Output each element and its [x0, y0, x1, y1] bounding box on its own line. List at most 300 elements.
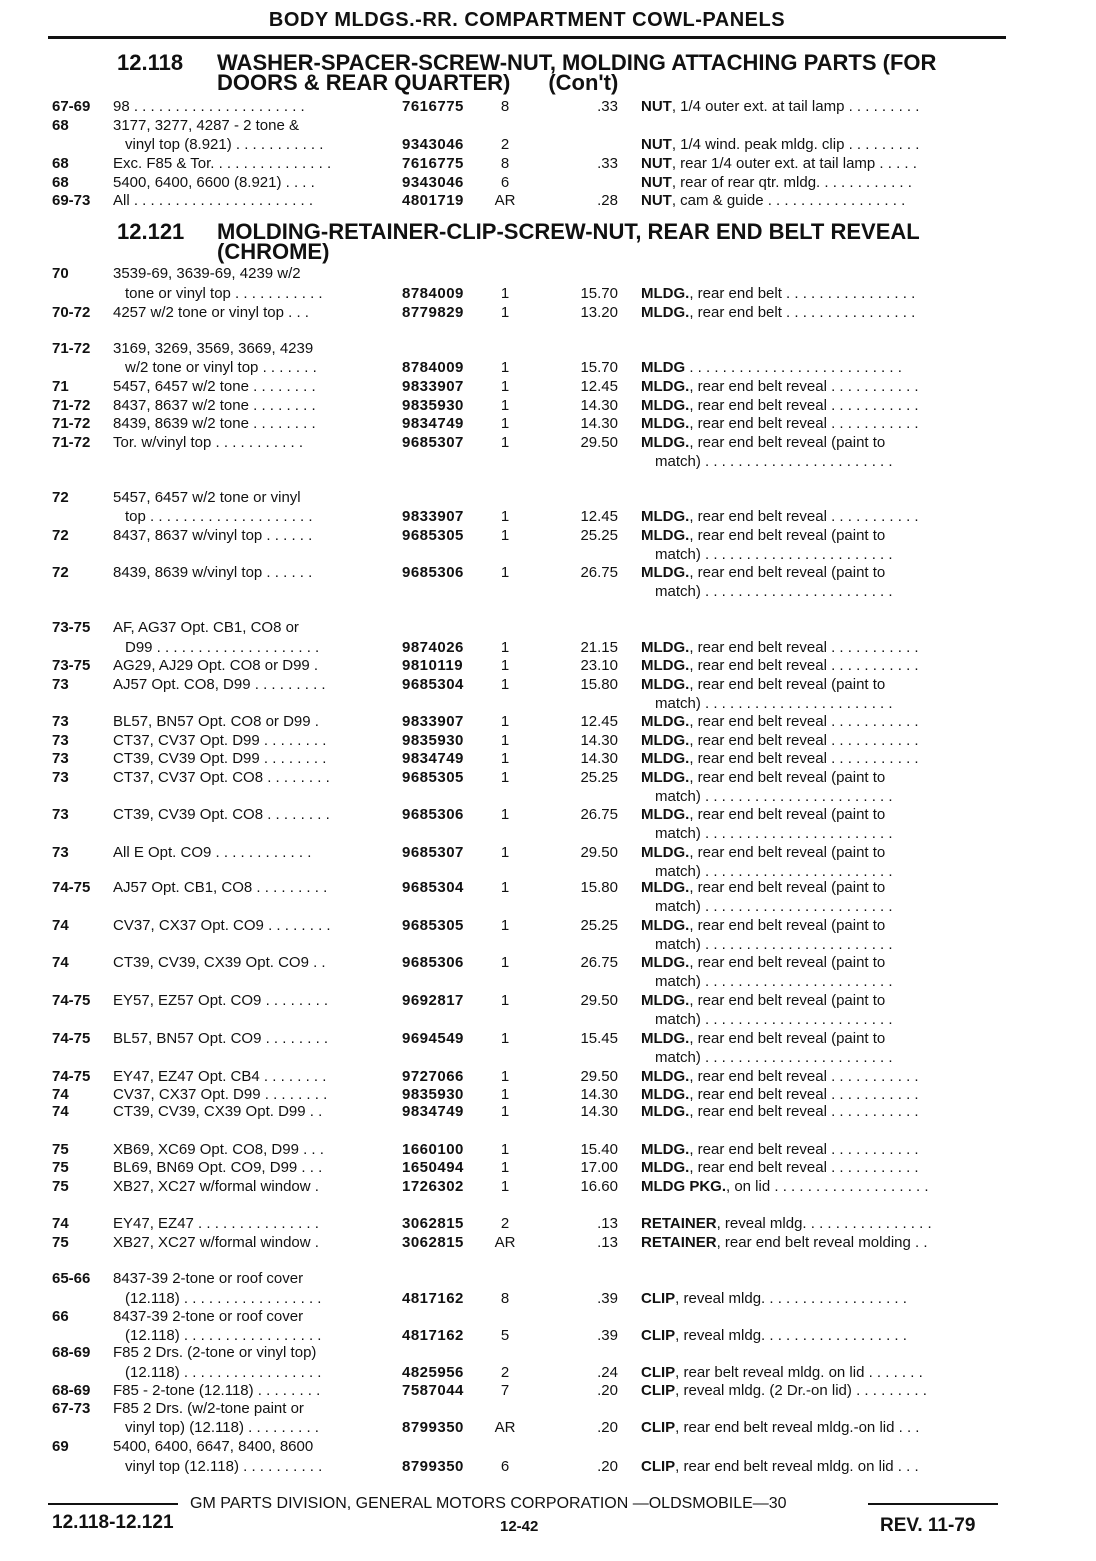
part-description: match) . . . . . . . . . . . . . . . . . . . . . . . — [655, 546, 893, 563]
parts-row — [0, 917, 1096, 935]
parts-row — [0, 415, 1096, 433]
parts-row — [0, 1400, 1096, 1418]
model-year: 68-69 — [52, 1382, 91, 1399]
price: .39 — [597, 1327, 618, 1344]
parts-row — [0, 1308, 1096, 1326]
model-year: 73 — [52, 769, 69, 786]
footer-publisher: GM PARTS DIVISION, GENERAL MOTORS CORPORATION —OLDSMOBILE—30 — [190, 1495, 787, 1512]
model-year: 72 — [52, 527, 69, 544]
part-type: MLDG. — [641, 378, 690, 395]
model-year: 74-75 — [52, 1030, 91, 1047]
part-name — [641, 155, 1003, 173]
part-type: MLDG. — [641, 434, 690, 451]
price: 12.45 — [580, 508, 618, 525]
model-year: 75 — [52, 1178, 69, 1195]
model-year: 75 — [52, 1141, 69, 1158]
part-description: , rear end belt reveal (paint to — [689, 879, 886, 896]
parts-row — [0, 265, 1096, 283]
parts-row — [0, 1290, 1096, 1308]
part-description: , rear end belt reveal . . . . . . . . . . . — [689, 378, 919, 395]
part-name — [641, 98, 1003, 116]
quantity: 1 — [500, 806, 510, 823]
application: AG29, AJ29 Opt. CO8 or D99 . — [113, 657, 319, 674]
part-name — [641, 397, 1003, 415]
model-year: 70-72 — [52, 304, 91, 321]
model-year: 74-75 — [52, 879, 91, 896]
quantity: 7 — [500, 1382, 510, 1399]
part-description: , reveal mldg. . . . . . . . . . . . . . . . . . — [675, 1327, 907, 1344]
part-description: , rear end belt reveal . . . . . . . . . . . — [689, 1141, 919, 1158]
part-type: MLDG. — [641, 676, 690, 693]
part-number: 9685307 — [402, 434, 464, 451]
parts-row — [0, 1049, 1096, 1067]
application: CV37, CX37 Opt. CO9 . . . . . . . . — [113, 917, 331, 934]
parts-row — [0, 136, 1096, 154]
part-description: , rear 1/4 outer ext. at tail lamp . . . . . — [671, 155, 917, 172]
price: 29.50 — [580, 992, 618, 1009]
model-year: 67-73 — [52, 1400, 91, 1417]
part-number: 4817162 — [402, 1327, 464, 1344]
part-number: 9835930 — [402, 1086, 464, 1103]
application: 8437-39 2-tone or roof cover — [113, 1270, 304, 1287]
part-description: match) . . . . . . . . . . . . . . . . . . . . . . . — [655, 973, 893, 990]
model-year: 73 — [52, 844, 69, 861]
part-number: 9833907 — [402, 713, 464, 730]
part-name — [641, 564, 1003, 582]
price: 14.30 — [580, 1103, 618, 1120]
quantity: 1 — [500, 1103, 510, 1120]
parts-row — [0, 750, 1096, 768]
parts-row — [0, 898, 1096, 916]
application: 98 . . . . . . . . . . . . . . . . . . . . . — [113, 98, 305, 115]
part-name — [641, 1215, 1003, 1233]
part-number: 7616775 — [402, 98, 464, 115]
quantity: 8 — [500, 98, 510, 115]
part-type: MLDG. — [641, 564, 690, 581]
part-number: 9835930 — [402, 732, 464, 749]
model-year: 72 — [52, 489, 69, 506]
part-description: match) . . . . . . . . . . . . . . . . . . . . . . . — [655, 695, 893, 712]
part-number: 8799350 — [402, 1419, 464, 1436]
part-number: 9834749 — [402, 1103, 464, 1120]
part-description: , rear end belt reveal (paint to — [689, 806, 886, 823]
parts-row — [0, 98, 1096, 116]
price: .24 — [597, 1364, 618, 1381]
part-number: 9343046 — [402, 174, 464, 191]
part-number: 8784009 — [402, 285, 464, 302]
price: .20 — [597, 1458, 618, 1475]
model-year: 67-69 — [52, 98, 91, 115]
model-year: 65-66 — [52, 1270, 91, 1287]
quantity: AR — [494, 192, 516, 209]
part-number: 1726302 — [402, 1178, 464, 1195]
part-name — [641, 657, 1003, 675]
part-description: , rear end belt reveal . . . . . . . . . . . — [689, 657, 919, 674]
part-number: 9694549 — [402, 1030, 464, 1047]
part-name — [641, 1364, 1003, 1382]
quantity: 1 — [500, 397, 510, 414]
price: 14.30 — [580, 1086, 618, 1103]
part-description: , rear end belt reveal (paint to — [689, 769, 886, 786]
price: 29.50 — [580, 1068, 618, 1085]
model-year: 74 — [52, 1215, 69, 1232]
parts-row — [0, 844, 1096, 862]
price: 29.50 — [580, 434, 618, 451]
part-type: CLIP — [641, 1458, 676, 1475]
part-name — [641, 676, 1003, 694]
part-description: , rear end belt reveal . . . . . . . . . . . — [689, 1086, 919, 1103]
part-number: 9810119 — [402, 657, 464, 674]
part-name — [641, 1030, 1003, 1048]
application: EY47, EZ47 . . . . . . . . . . . . . . . — [113, 1215, 319, 1232]
part-description: match) . . . . . . . . . . . . . . . . . . . . . . . — [655, 1049, 893, 1066]
quantity: 1 — [500, 1068, 510, 1085]
quantity: 1 — [500, 285, 510, 302]
model-year: 66 — [52, 1308, 69, 1325]
footer-rule-left — [48, 1503, 178, 1505]
part-name — [641, 1290, 1003, 1308]
part-name — [641, 806, 1003, 824]
quantity: 1 — [500, 879, 510, 896]
part-number: 4825956 — [402, 1364, 464, 1381]
application: D99 . . . . . . . . . . . . . . . . . . . . — [125, 639, 320, 656]
model-year: 69-73 — [52, 192, 91, 209]
part-type: MLDG. — [641, 1159, 690, 1176]
part-description: match) . . . . . . . . . . . . . . . . . . . . . . . — [655, 583, 893, 600]
application: 5457, 6457 w/2 tone or vinyl — [113, 489, 301, 506]
application: vinyl top (12.118) . . . . . . . . . . — [125, 1458, 323, 1475]
part-number: 9685305 — [402, 917, 464, 934]
part-description: , rear end belt reveal (paint to — [689, 564, 886, 581]
price: .20 — [597, 1419, 618, 1436]
application: XB27, XC27 w/formal window . — [113, 1178, 319, 1195]
part-description: , reveal mldg. (2 Dr.-on lid) . . . . . . . . . — [675, 1382, 927, 1399]
part-description: , on lid . . . . . . . . . . . . . . . . . . . — [726, 1178, 929, 1195]
quantity: 1 — [500, 844, 510, 861]
parts-row — [0, 936, 1096, 954]
quantity: 1 — [500, 527, 510, 544]
parts-row — [0, 1270, 1096, 1288]
model-year: 71-72 — [52, 397, 91, 414]
parts-row — [0, 155, 1096, 173]
price: .39 — [597, 1290, 618, 1307]
part-description: , 1/4 outer ext. at tail lamp . . . . . . . . . — [671, 98, 920, 115]
part-name — [641, 304, 1003, 322]
part-number: 1660100 — [402, 1141, 464, 1158]
application: EY47, EZ47 Opt. CB4 . . . . . . . . — [113, 1068, 327, 1085]
part-type: NUT — [641, 174, 672, 191]
part-type: NUT — [641, 155, 672, 172]
parts-row — [0, 954, 1096, 972]
part-type: CLIP — [641, 1290, 676, 1307]
price: 26.75 — [580, 564, 618, 581]
price: 25.25 — [580, 769, 618, 786]
application: vinyl top) (12.118) . . . . . . . . . — [125, 1419, 319, 1436]
part-name — [655, 936, 1003, 954]
application: (12.118) . . . . . . . . . . . . . . . . . — [125, 1327, 322, 1344]
parts-row — [0, 732, 1096, 750]
part-name — [641, 1234, 1003, 1252]
price: 14.30 — [580, 732, 618, 749]
price: 16.60 — [580, 1178, 618, 1195]
part-type: MLDG. — [641, 304, 690, 321]
parts-row — [0, 1458, 1096, 1476]
price: 14.30 — [580, 397, 618, 414]
part-name — [641, 1103, 1003, 1121]
model-year: 72 — [52, 564, 69, 581]
application: tone or vinyl top . . . . . . . . . . . — [125, 285, 323, 302]
part-name — [641, 879, 1003, 897]
quantity: 2 — [500, 136, 510, 153]
model-year: 74-75 — [52, 992, 91, 1009]
parts-row — [0, 639, 1096, 657]
price: .33 — [597, 155, 618, 172]
part-description: , rear end belt reveal (paint to — [689, 844, 886, 861]
part-description: , 1/4 wind. peak mldg. clip . . . . . . . . . — [671, 136, 920, 153]
page-title: BODY MLDGS.-RR. COMPARTMENT COWL-PANELS — [268, 9, 786, 31]
price: 14.30 — [580, 750, 618, 767]
part-description: , rear end belt reveal . . . . . . . . . . . — [689, 713, 919, 730]
application: All . . . . . . . . . . . . . . . . . . . . . . — [113, 192, 314, 209]
parts-row — [0, 695, 1096, 713]
part-type: MLDG. — [641, 508, 690, 525]
part-description: , cam & guide . . . . . . . . . . . . . . . . . — [671, 192, 906, 209]
model-year: 73 — [52, 713, 69, 730]
part-name — [641, 1419, 1003, 1437]
part-description: , rear end belt reveal mldg. on lid . . . — [675, 1458, 919, 1475]
application: F85 2 Drs. (2-tone or vinyl top) — [113, 1344, 317, 1361]
part-description: match) . . . . . . . . . . . . . . . . . . . . . . . — [655, 825, 893, 842]
price: 14.30 — [580, 415, 618, 432]
part-description: , rear end belt reveal (paint to — [689, 434, 886, 451]
part-name — [641, 1178, 1003, 1196]
part-type: MLDG. — [641, 1141, 690, 1158]
application: top . . . . . . . . . . . . . . . . . . . . — [125, 508, 313, 525]
application: vinyl top (8.921) . . . . . . . . . . . — [125, 136, 324, 153]
part-name — [655, 788, 1003, 806]
part-name — [641, 844, 1003, 862]
quantity: 1 — [500, 1141, 510, 1158]
parts-row — [0, 1419, 1096, 1437]
application: CT39, CV39, CX39 Opt. D99 . . — [113, 1103, 323, 1120]
part-name — [641, 1159, 1003, 1177]
quantity: 1 — [500, 1086, 510, 1103]
parts-row — [0, 788, 1096, 806]
parts-row — [0, 1234, 1096, 1252]
part-type: NUT — [641, 136, 672, 153]
quantity: 8 — [500, 1290, 510, 1307]
application: AJ57 Opt. CB1, CO8 . . . . . . . . . — [113, 879, 328, 896]
application: 8437-39 2-tone or roof cover — [113, 1308, 304, 1325]
part-number: 9685304 — [402, 676, 464, 693]
quantity: 1 — [500, 657, 510, 674]
model-year: 73 — [52, 806, 69, 823]
application: 8439, 8639 w/vinyl top . . . . . . — [113, 564, 313, 581]
quantity: 1 — [500, 1178, 510, 1195]
part-name — [641, 527, 1003, 545]
quantity: 5 — [500, 1327, 510, 1344]
application: BL57, BN57 Opt. CO9 . . . . . . . . — [113, 1030, 329, 1047]
parts-row — [0, 1011, 1096, 1029]
application: 4257 w/2 tone or vinyl top . . . — [113, 304, 309, 321]
model-year: 75 — [52, 1159, 69, 1176]
application: F85 2 Drs. (w/2-tone paint or — [113, 1400, 304, 1417]
application: 3177, 3277, 4287 - 2 tone & — [113, 117, 299, 134]
parts-row — [0, 825, 1096, 843]
part-number: 4801719 — [402, 192, 464, 209]
part-number: 9692817 — [402, 992, 464, 1009]
application: 5400, 6400, 6647, 8400, 8600 — [113, 1438, 314, 1455]
quantity: 1 — [500, 639, 510, 656]
page-number: 12-42 — [500, 1518, 539, 1535]
application: F85 - 2-tone (12.118) . . . . . . . . — [113, 1382, 321, 1399]
part-name — [655, 825, 1003, 843]
price: 25.25 — [580, 917, 618, 934]
price: 29.50 — [580, 844, 618, 861]
part-type: CLIP — [641, 1364, 676, 1381]
part-description: , rear of rear qtr. mldg. . . . . . . . . . . . — [671, 174, 912, 191]
model-year: 69 — [52, 1438, 69, 1455]
model-year: 74 — [52, 1086, 69, 1103]
quantity: AR — [494, 1419, 516, 1436]
part-type: CLIP — [641, 1382, 676, 1399]
parts-row — [0, 713, 1096, 731]
part-name — [655, 583, 1003, 601]
part-description: , rear end belt reveal (paint to — [689, 992, 886, 1009]
parts-row — [0, 527, 1096, 545]
price: 21.15 — [580, 639, 618, 656]
model-year: 73 — [52, 732, 69, 749]
part-name — [641, 1141, 1003, 1159]
application: 8437, 8637 w/2 tone . . . . . . . . — [113, 397, 316, 414]
price: .13 — [597, 1234, 618, 1251]
parts-row — [0, 619, 1096, 637]
part-name — [641, 769, 1003, 787]
part-number: 9727066 — [402, 1068, 464, 1085]
part-number: 9834749 — [402, 750, 464, 767]
part-description: match) . . . . . . . . . . . . . . . . . . . . . . . — [655, 453, 893, 470]
part-name — [655, 695, 1003, 713]
price: .28 — [597, 192, 618, 209]
parts-row — [0, 583, 1096, 601]
quantity: 1 — [500, 564, 510, 581]
part-number: 8784009 — [402, 359, 464, 376]
part-description: , reveal mldg. . . . . . . . . . . . . . . . . . — [675, 1290, 907, 1307]
price: 17.00 — [580, 1159, 618, 1176]
part-description: , rear end belt reveal . . . . . . . . . . . — [689, 732, 919, 749]
part-name — [655, 973, 1003, 991]
section-continued-note: (Con't) — [548, 70, 619, 95]
part-name — [655, 1011, 1003, 1029]
part-type: MLDG PKG. — [641, 1178, 726, 1195]
application: BL69, BN69 Opt. CO9, D99 . . . — [113, 1159, 323, 1176]
part-name — [641, 192, 1003, 210]
parts-row — [0, 1382, 1096, 1400]
part-description: , rear end belt reveal . . . . . . . . . . . — [689, 1159, 919, 1176]
parts-row — [0, 769, 1096, 787]
application: CT39, CV39 Opt. D99 . . . . . . . . — [113, 750, 327, 767]
parts-row — [0, 378, 1096, 396]
part-number: 4817162 — [402, 1290, 464, 1307]
part-description: , rear end belt reveal . . . . . . . . . . . — [689, 639, 919, 656]
part-number: 9685306 — [402, 564, 464, 581]
model-year: 73 — [52, 676, 69, 693]
model-year: 71-72 — [52, 340, 91, 357]
application: (12.118) . . . . . . . . . . . . . . . . . — [125, 1290, 322, 1307]
footer-section-range: 12.118-12.121 — [52, 1512, 174, 1533]
model-year: 74-75 — [52, 1068, 91, 1085]
section-number: 12.118 — [117, 50, 184, 75]
price: 15.80 — [580, 676, 618, 693]
part-number: 9833907 — [402, 378, 464, 395]
price: 12.45 — [580, 378, 618, 395]
price: 15.70 — [580, 285, 618, 302]
application: 8437, 8637 w/vinyl top . . . . . . — [113, 527, 313, 544]
part-description: match) . . . . . . . . . . . . . . . . . . . . . . . — [655, 898, 893, 915]
part-description: match) . . . . . . . . . . . . . . . . . . . . . . . — [655, 788, 893, 805]
application: (12.118) . . . . . . . . . . . . . . . . . — [125, 1364, 322, 1381]
parts-row — [0, 434, 1096, 452]
model-year: 73 — [52, 750, 69, 767]
part-name — [641, 732, 1003, 750]
part-type: RETAINER — [641, 1234, 717, 1251]
part-type: RETAINER — [641, 1215, 717, 1232]
parts-row — [0, 1030, 1096, 1048]
price: 23.10 — [580, 657, 618, 674]
parts-row — [0, 1141, 1096, 1159]
price: 15.80 — [580, 879, 618, 896]
price: .33 — [597, 98, 618, 115]
quantity: 6 — [500, 1458, 510, 1475]
section-title: MOLDING-RETAINER-CLIP-SCREW-NUT, REAR END BELT REVEAL (CHROME) — [217, 219, 920, 264]
parts-row — [0, 1086, 1096, 1104]
part-type: MLDG. — [641, 1086, 690, 1103]
application: CT37, CV37 Opt. D99 . . . . . . . . — [113, 732, 327, 749]
application: 8439, 8639 w/2 tone . . . . . . . . — [113, 415, 316, 432]
parts-row — [0, 1327, 1096, 1345]
part-number: 9833907 — [402, 508, 464, 525]
part-description: , rear end belt reveal . . . . . . . . . . . — [689, 508, 919, 525]
quantity: 1 — [500, 917, 510, 934]
part-number: 3062815 — [402, 1215, 464, 1232]
application: CT39, CV39, CX39 Opt. CO9 . . — [113, 954, 326, 971]
part-description: , rear end belt . . . . . . . . . . . . . . . . — [689, 285, 916, 302]
part-name — [641, 285, 1003, 303]
part-number: 8799350 — [402, 1458, 464, 1475]
quantity: 1 — [500, 1030, 510, 1047]
application: XB69, XC69 Opt. CO8, D99 . . . — [113, 1141, 324, 1158]
price: 26.75 — [580, 954, 618, 971]
part-name — [641, 1382, 1003, 1400]
quantity: 2 — [500, 1364, 510, 1381]
part-description: , rear end belt reveal (paint to — [689, 676, 886, 693]
part-type: MLDG. — [641, 917, 690, 934]
part-description: , rear end belt reveal . . . . . . . . . . . — [689, 397, 919, 414]
quantity: 1 — [500, 1159, 510, 1176]
part-description: match) . . . . . . . . . . . . . . . . . . . . . . . — [655, 936, 893, 953]
parts-row — [0, 806, 1096, 824]
parts-row — [0, 508, 1096, 526]
application: XB27, XC27 w/formal window . — [113, 1234, 319, 1251]
application: Exc. F85 & Tor. . . . . . . . . . . . . . . — [113, 155, 332, 172]
part-name — [641, 954, 1003, 972]
parts-row — [0, 285, 1096, 303]
part-name — [641, 378, 1003, 396]
part-type: MLDG. — [641, 1030, 690, 1047]
part-type: MLDG. — [641, 415, 690, 432]
part-name — [641, 639, 1003, 657]
parts-row — [0, 676, 1096, 694]
